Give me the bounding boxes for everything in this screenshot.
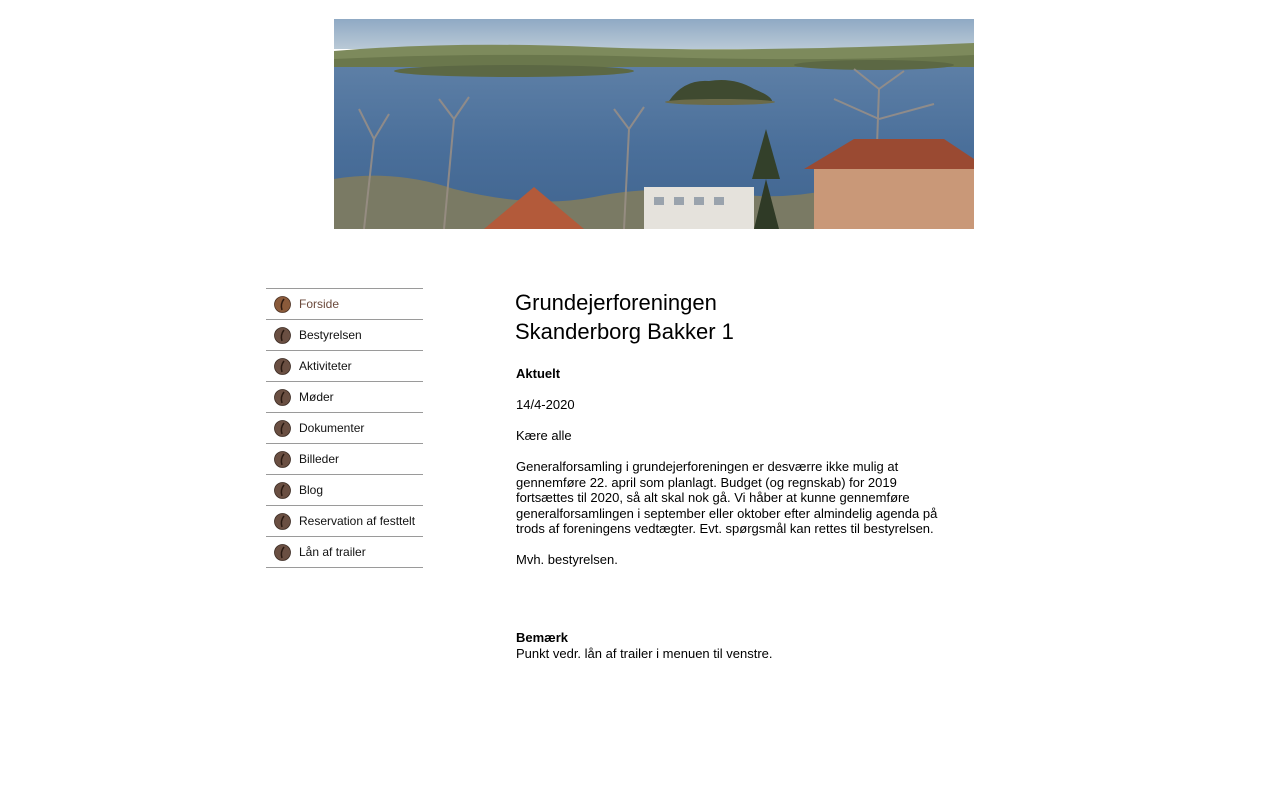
menu-item-label: Billeder <box>299 452 340 466</box>
coffee-bean-icon <box>274 420 291 437</box>
coffee-bean-icon <box>274 482 291 499</box>
menu-item-billeder[interactable] <box>266 444 423 475</box>
menu-item-label: Aktiviteter <box>299 359 352 373</box>
main-content <box>515 288 945 661</box>
coffee-bean-icon <box>274 544 291 561</box>
note-text: Punkt vedr. lån af trailer i menuen til venstre. <box>516 645 773 661</box>
coffee-bean-icon <box>274 358 291 375</box>
news-article <box>516 366 945 661</box>
menu-item-label: Reservation af festtelt <box>299 514 416 528</box>
coffee-bean-icon <box>274 327 291 344</box>
menu-item-reservation-af-festtelt[interactable] <box>266 506 423 537</box>
menu-item-label: Forside <box>299 297 340 311</box>
header-banner-image <box>334 19 974 229</box>
sidebar-menu <box>266 288 423 568</box>
page-title-line2: Skanderborg Bakker 1 <box>515 319 734 344</box>
menu-item-lan-af-trailer[interactable] <box>266 537 423 568</box>
page-title <box>515 288 945 346</box>
article-date: 14/4-2020 <box>516 397 575 412</box>
coffee-bean-icon <box>274 513 291 530</box>
note-heading: Bemærk <box>516 630 569 645</box>
menu-item-label: Blog <box>299 483 324 497</box>
menu-item-label: Bestyrelsen <box>299 328 362 342</box>
menu-item-aktiviteter[interactable] <box>266 351 423 382</box>
menu-item-forside[interactable] <box>266 289 423 320</box>
article-greeting: Kære alle <box>516 428 572 443</box>
section-heading: Aktuelt <box>516 366 561 381</box>
menu-item-label: Lån af trailer <box>299 545 366 559</box>
menu-item-blog[interactable] <box>266 475 423 506</box>
spacer <box>516 583 945 630</box>
menu-item-bestyrelsen[interactable] <box>266 320 423 351</box>
coffee-bean-icon <box>274 451 291 468</box>
coffee-bean-icon <box>274 296 291 313</box>
lake-landscape-photo <box>334 19 974 229</box>
coffee-bean-icon <box>274 389 291 406</box>
article-body: Generalforsamling i grundejerforeningen er desværre ikke mulig at gennemføre 22. april som planlagt. Budget (og regnskab) for 2019 fortsættes til 2020, så alt skal nok gå. Vi håber at kunne gennemføre generalforsamlingen i september eller oktober efter almindelig agenda på trods af foreningens vedtægter. Evt. spørgsmål kan rettes til bestyrelsen. <box>516 459 938 536</box>
menu-item-moder[interactable] <box>266 382 423 413</box>
menu-item-label: Dokumenter <box>299 421 365 435</box>
menu-item-label: Møder <box>299 390 334 404</box>
menu-item-dokumenter[interactable] <box>266 413 423 444</box>
article-signoff: Mvh. bestyrelsen. <box>516 552 618 567</box>
page-title-line1: Grundejerforeningen <box>515 290 717 315</box>
